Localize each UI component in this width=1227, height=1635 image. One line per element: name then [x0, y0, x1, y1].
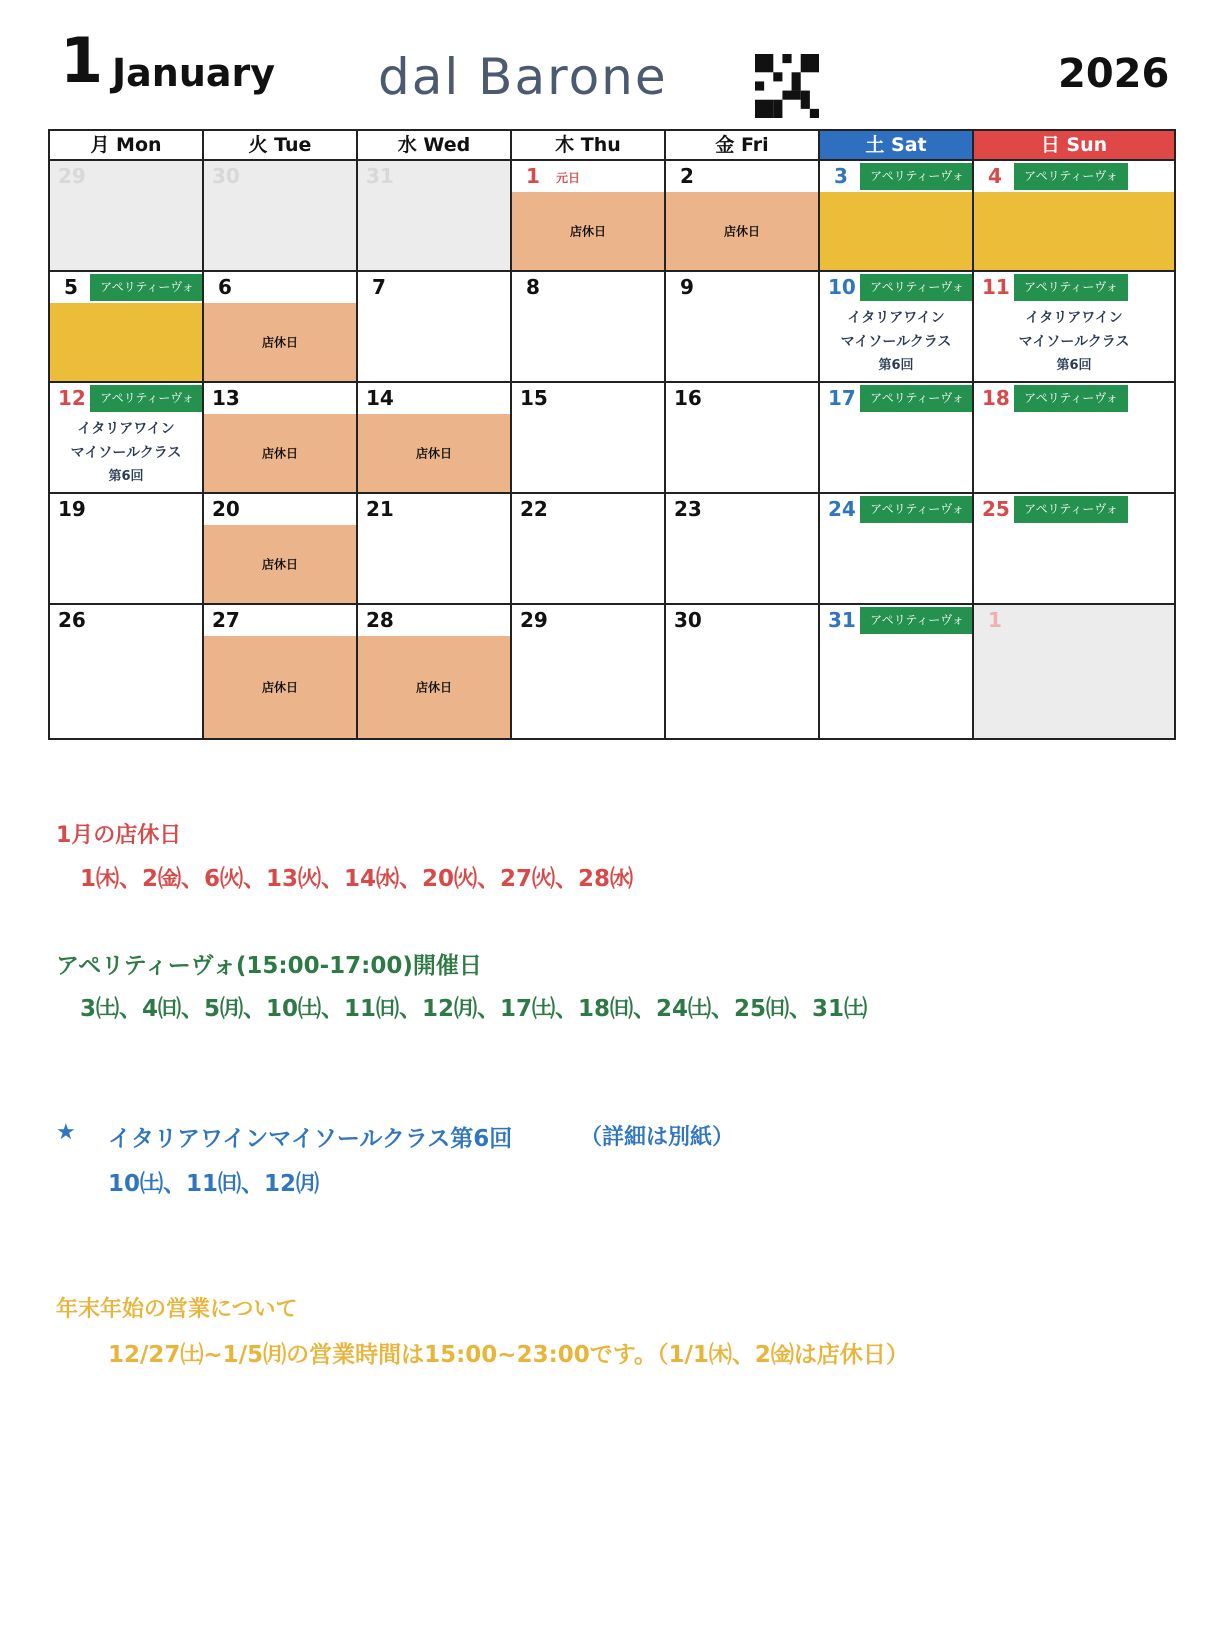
day-cell-fri[interactable]: [666, 383, 820, 494]
day-cell-fri[interactable]: [666, 161, 820, 272]
weekday-fri: 金 Fri: [666, 131, 820, 161]
day-number: 26: [58, 608, 86, 632]
day-cell-wed[interactable]: [358, 605, 512, 738]
day-cell-sun[interactable]: [974, 383, 1174, 494]
day-number: 7: [372, 275, 386, 299]
day-cell-mon[interactable]: [50, 161, 204, 272]
wine-class-line: イタリアワイン: [847, 310, 945, 326]
brand-logo: dal Barone: [378, 48, 668, 106]
day-number: 28: [366, 608, 394, 632]
day-cell-mon[interactable]: [50, 272, 204, 383]
day-cell-sat[interactable]: [820, 161, 974, 272]
month-number: 1: [60, 24, 104, 97]
wine-class-line: イタリアワイン: [77, 421, 175, 437]
day-number: 18: [982, 386, 1010, 410]
closed-day-label: 店休日: [261, 446, 298, 461]
closed-day-label: 店休日: [261, 335, 298, 350]
closed-day-block: [666, 192, 818, 270]
wine-class-event: [820, 306, 972, 378]
day-number: 6: [218, 275, 232, 299]
day-number: 15: [520, 386, 548, 410]
closed-day-label: 店休日: [723, 224, 760, 239]
wine-class-title: イタリアワインマイソールクラス第6回: [108, 1126, 513, 1152]
aperitivo-tag: アペリティーヴォ: [90, 385, 204, 412]
day-number: 24: [828, 497, 856, 521]
day-number: 29: [520, 608, 548, 632]
day-cell-wed[interactable]: [358, 383, 512, 494]
closed-day-block: [358, 414, 510, 492]
day-number: 2: [680, 164, 694, 188]
aperitivo-tag: アペリティーヴォ: [860, 385, 974, 412]
star-icon: ★: [56, 1120, 76, 1145]
wine-class-event: [50, 417, 202, 489]
closed-day-block: [204, 303, 356, 381]
day-cell-sat[interactable]: [820, 605, 974, 738]
month-name: January: [112, 51, 276, 95]
wine-class-line: イタリアワイン: [1025, 310, 1123, 326]
day-cell-wed[interactable]: [358, 161, 512, 272]
day-cell-tue[interactable]: [204, 383, 358, 494]
day-cell-thu[interactable]: [512, 494, 666, 605]
day-cell-tue[interactable]: [204, 161, 358, 272]
weekday-sat: 土 Sat: [820, 131, 974, 161]
highlight-block: [820, 192, 972, 270]
day-number: 8: [526, 275, 540, 299]
day-cell-tue[interactable]: [204, 605, 358, 738]
day-cell-mon[interactable]: [50, 494, 204, 605]
wine-class-dates: 10㈯、11㈰、12㈪: [108, 1171, 320, 1197]
day-number: 29: [58, 164, 86, 188]
holiday-label: 元日: [556, 171, 581, 185]
wine-class-detail-note: （詳細は別紙）: [580, 1125, 735, 1150]
day-number: 9: [680, 275, 694, 299]
wine-class-line: マイソールクラス: [1018, 334, 1130, 350]
day-number: 23: [674, 497, 702, 521]
aperitivo-tag: アペリティーヴォ: [860, 163, 974, 190]
new-year-hours-title: 年末年始の営業について: [56, 1297, 298, 1322]
day-number: 31: [366, 164, 394, 188]
day-number: 10: [828, 275, 856, 299]
day-cell-sun[interactable]: [974, 494, 1174, 605]
aperitivo-tag: アペリティーヴォ: [1014, 496, 1128, 523]
closed-day-label: 店休日: [261, 680, 298, 695]
day-number: 13: [212, 386, 240, 410]
day-cell-mon[interactable]: [50, 605, 204, 738]
day-number: 11: [982, 275, 1010, 299]
weekday-sun: 日 Sun: [974, 131, 1174, 161]
day-cell-fri[interactable]: [666, 605, 820, 738]
day-number: 20: [212, 497, 240, 521]
day-number: 19: [58, 497, 86, 521]
year: 2026: [1058, 51, 1170, 97]
day-number: 14: [366, 386, 394, 410]
day-number: 30: [674, 608, 702, 632]
day-cell-fri[interactable]: [666, 494, 820, 605]
day-cell-thu[interactable]: [512, 272, 666, 383]
day-number: 5: [64, 275, 78, 299]
weekday-tue: 火 Tue: [204, 131, 358, 161]
day-cell-sun[interactable]: [974, 272, 1174, 383]
aperitivo-tag: アペリティーヴォ: [860, 607, 974, 634]
aperitivo-tag: アペリティーヴォ: [90, 274, 204, 301]
closed-day-label: 店休日: [415, 680, 452, 695]
day-cell-thu[interactable]: [512, 161, 666, 272]
day-cell-mon[interactable]: [50, 383, 204, 494]
day-cell-fri[interactable]: [666, 272, 820, 383]
weekday-thu: 木 Thu: [512, 131, 666, 161]
day-number: 12: [58, 386, 86, 410]
qr-code-icon[interactable]: [752, 54, 822, 118]
weekday-header: [50, 131, 1174, 161]
day-cell-thu[interactable]: [512, 605, 666, 738]
day-cell-tue[interactable]: [204, 272, 358, 383]
day-cell-wed[interactable]: [358, 272, 512, 383]
closed-day-block: [512, 192, 664, 270]
wine-class-line: 第6回: [1056, 358, 1092, 373]
day-number: 17: [828, 386, 856, 410]
day-cell-sat[interactable]: [820, 272, 974, 383]
day-number: 16: [674, 386, 702, 410]
weekday-wed: 水 Wed: [358, 131, 512, 161]
day-cell-sun[interactable]: [974, 161, 1174, 272]
day-number: 30: [212, 164, 240, 188]
day-cell-sun[interactable]: [974, 605, 1174, 738]
day-number: 21: [366, 497, 394, 521]
aperitivo-tag: アペリティーヴォ: [860, 274, 974, 301]
closed-day-block: [204, 414, 356, 492]
new-year-hours-text: 12/27㈯~1/5㈪の営業時間は15:00~23:00です。（1/1㈭、2㈮は店休日）: [108, 1342, 909, 1368]
day-number: 1: [526, 164, 540, 188]
wine-class-line: 第6回: [108, 469, 144, 484]
aperitivo-tag: アペリティーヴォ: [1014, 163, 1128, 190]
calendar-grid: [48, 129, 1176, 740]
aperitivo-tag: アペリティーヴォ: [860, 496, 974, 523]
aperitivo-tag: アペリティーヴォ: [1014, 385, 1128, 412]
highlight-block: [50, 303, 202, 381]
day-number: 3: [834, 164, 848, 188]
closed-days-list: 1㈭、2㈮、6㈫、13㈫、14㈬、20㈫、27㈫、28㈬: [80, 866, 634, 892]
day-number: 31: [828, 608, 856, 632]
day-number: 4: [988, 164, 1002, 188]
closed-day-block: [358, 636, 510, 738]
closed-day-label: 店休日: [569, 224, 606, 239]
aperitivo-title: アペリティーヴォ(15:00-17:00)開催日: [56, 953, 482, 979]
highlight-block: [974, 192, 1174, 270]
closed-day-block: [204, 525, 356, 603]
wine-class-line: マイソールクラス: [840, 334, 952, 350]
wine-class-event: [974, 306, 1174, 378]
day-number: 1: [988, 608, 1002, 632]
wine-class-line: 第6回: [878, 358, 914, 373]
day-cell-tue[interactable]: [204, 494, 358, 605]
day-number: 22: [520, 497, 548, 521]
day-cell-sat[interactable]: [820, 494, 974, 605]
aperitivo-days-list: 3㈯、4㈰、5㈪、10㈯、11㈰、12㈪、17㈯、18㈰、24㈯、25㈰、31㈯: [80, 996, 868, 1022]
closed-day-block: [204, 636, 356, 738]
day-cell-sat[interactable]: [820, 383, 974, 494]
day-number: 27: [212, 608, 240, 632]
wine-class-line: マイソールクラス: [70, 445, 182, 461]
day-number: 25: [982, 497, 1010, 521]
closed-day-label: 店休日: [415, 446, 452, 461]
weekday-mon: 月 Mon: [50, 131, 204, 161]
aperitivo-tag: アペリティーヴォ: [1014, 274, 1128, 301]
closed-days-title: 1月の店休日: [56, 823, 182, 848]
closed-day-label: 店休日: [261, 557, 298, 572]
day-cell-wed[interactable]: [358, 494, 512, 605]
day-cell-thu[interactable]: [512, 383, 666, 494]
